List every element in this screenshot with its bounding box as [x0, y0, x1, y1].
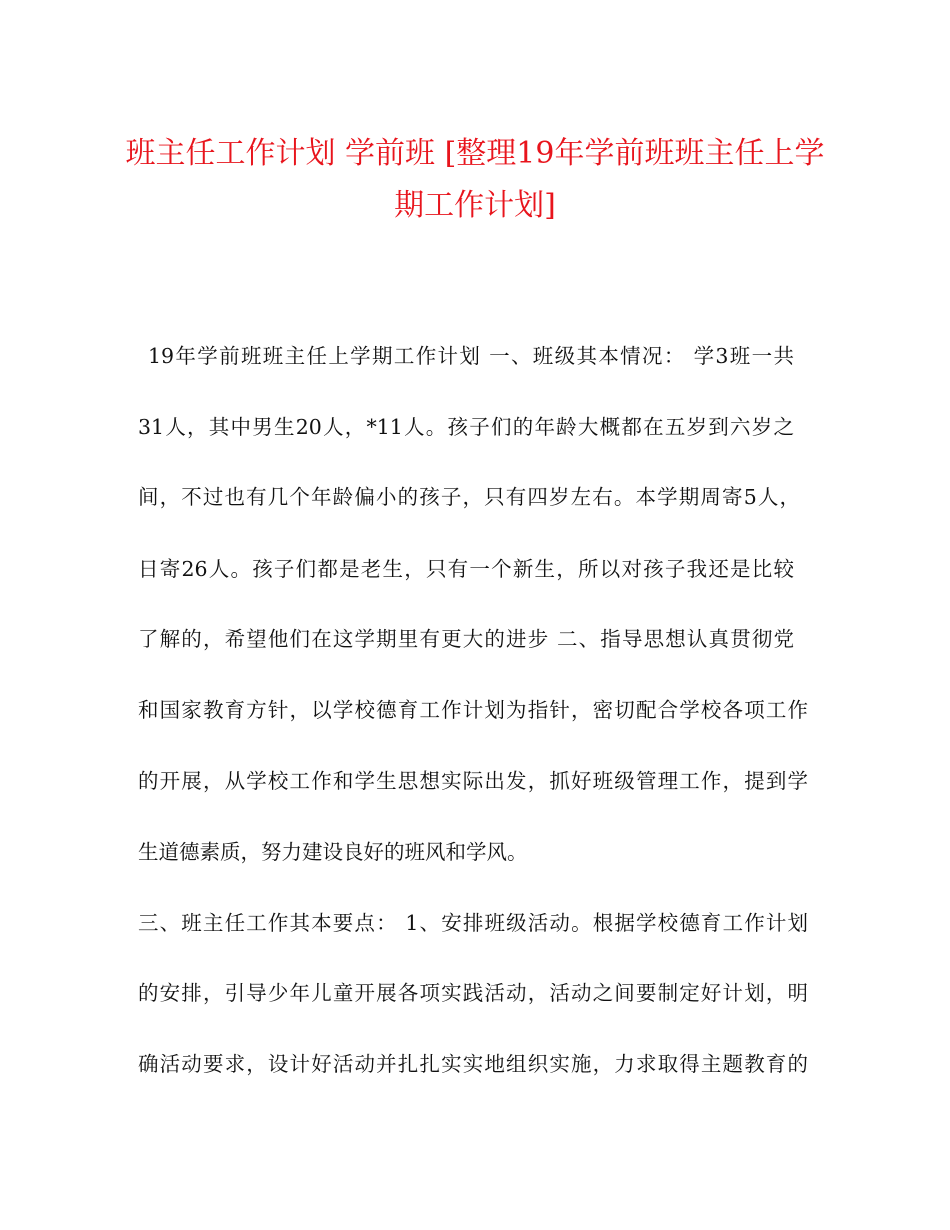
body-line: 三、班主任工作其本要点： 1、安排班级活动。根据学校德育工作计划 — [138, 911, 808, 935]
body-line: 了解的，希望他们在这学期里有更大的进步 二、指导思想认真贯彻党 — [138, 627, 794, 651]
body-line: 31人，其中男生20人，*11人。孩子们的年龄大概都在五岁到六岁之 — [138, 415, 794, 439]
body-line: 和国家教育方针，以学校德育工作计划为指针，密切配合学校各项工作 — [138, 698, 808, 722]
body-line: 的安排，引导少年儿童开展各项实践活动，活动之间要制定好计划，明 — [138, 981, 808, 1005]
title-line-2: 期工作计划] — [394, 188, 556, 223]
title-line-1: 班主任工作计划 学前班 [整理19年学前班班主任上学 — [125, 136, 825, 171]
body-line: 生道德素质，努力建设良好的班风和学风。 — [138, 840, 528, 864]
body-line: 日寄26人。孩子们都是老生，只有一个新生，所以对孩子我还是比较 — [138, 557, 794, 581]
body-line: 的开展，从学校工作和学生思想实际出发，抓好班级管理工作，提到学 — [138, 769, 808, 793]
document-title — [120, 128, 830, 232]
body-line: 确活动要求，设计好活动并扎扎实实地组织实施，力求取得主题教育的 — [138, 1052, 808, 1076]
body-line: 19年学前班班主任上学期工作计划 一、班级其本情况： 学3班一共 — [148, 344, 794, 368]
body-line: 间，不过也有几个年龄偏小的孩子，只有四岁左右。本学期周寄5人， — [138, 485, 800, 509]
